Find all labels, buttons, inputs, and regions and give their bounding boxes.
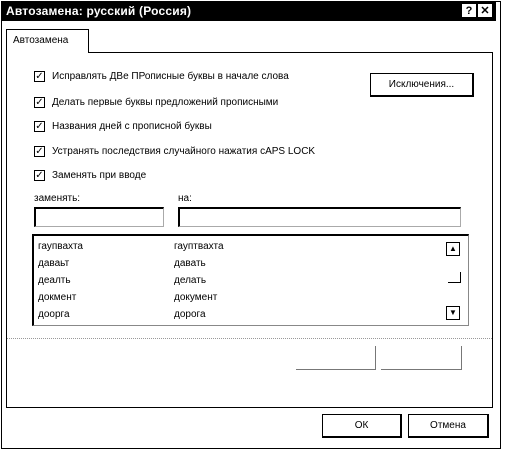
list-item[interactable] bbox=[38, 307, 448, 324]
close-icon[interactable]: ✕ bbox=[478, 4, 492, 17]
list-item[interactable] bbox=[38, 273, 448, 290]
replace-cell: докмент bbox=[38, 292, 77, 303]
separator bbox=[7, 338, 492, 339]
replace-cell: гаупвахта bbox=[38, 241, 83, 252]
with-label: на: bbox=[178, 193, 192, 204]
scrollbar-thumb[interactable] bbox=[448, 272, 461, 283]
tab-autocorrect[interactable] bbox=[6, 29, 89, 53]
with-cell: документ bbox=[174, 292, 218, 303]
cancel-button[interactable]: Отмена bbox=[408, 414, 489, 438]
with-cell: дорога bbox=[174, 309, 206, 320]
title-bar[interactable] bbox=[2, 2, 496, 21]
help-icon[interactable]: ? bbox=[462, 4, 476, 17]
replacement-list[interactable] bbox=[32, 234, 469, 326]
with-input[interactable] bbox=[178, 207, 461, 227]
scroll-up-icon[interactable]: ▲ bbox=[446, 242, 460, 256]
window-title: Автозамена: русский (Россия) bbox=[6, 4, 192, 18]
scroll-down-icon[interactable]: ▼ bbox=[446, 306, 460, 320]
list-item[interactable] bbox=[38, 256, 448, 273]
replace-label: заменять: bbox=[34, 193, 81, 204]
option-label: Делать первые буквы предложений прописными bbox=[52, 97, 279, 108]
tab-join bbox=[7, 51, 88, 53]
with-cell: давать bbox=[174, 258, 206, 269]
replace-input[interactable] bbox=[34, 207, 164, 227]
option-label: Исправлять ДВе ПРописные буквы в начале слова bbox=[52, 71, 289, 82]
checkbox[interactable]: ✓ bbox=[35, 97, 44, 108]
list-item[interactable] bbox=[38, 290, 448, 307]
with-cell: гауптвахта bbox=[174, 241, 224, 252]
replace-button-disabled[interactable] bbox=[296, 346, 376, 370]
list-item[interactable] bbox=[38, 239, 448, 256]
option-label: Устранять последствия случайного нажатия cAPS LOCK bbox=[52, 146, 316, 157]
checkbox[interactable]: ✓ bbox=[35, 170, 44, 181]
checkbox[interactable]: ✓ bbox=[35, 146, 44, 157]
option-label: Заменять при вводе bbox=[52, 170, 147, 181]
replace-cell: доорга bbox=[38, 309, 70, 320]
ok-button[interactable]: ОК bbox=[322, 414, 402, 438]
tab-autocorrect-label: Автозамена bbox=[13, 35, 69, 46]
option-label: Названия дней с прописной буквы bbox=[52, 121, 212, 132]
with-cell: делать bbox=[174, 275, 207, 286]
replace-cell: даваьт bbox=[38, 258, 70, 269]
replace-cell: деалть bbox=[38, 275, 71, 286]
checkbox[interactable]: ✓ bbox=[35, 71, 44, 82]
delete-button-disabled[interactable] bbox=[381, 346, 462, 370]
exceptions-button[interactable]: Исключения... bbox=[370, 73, 474, 97]
checkbox[interactable]: ✓ bbox=[35, 121, 44, 132]
